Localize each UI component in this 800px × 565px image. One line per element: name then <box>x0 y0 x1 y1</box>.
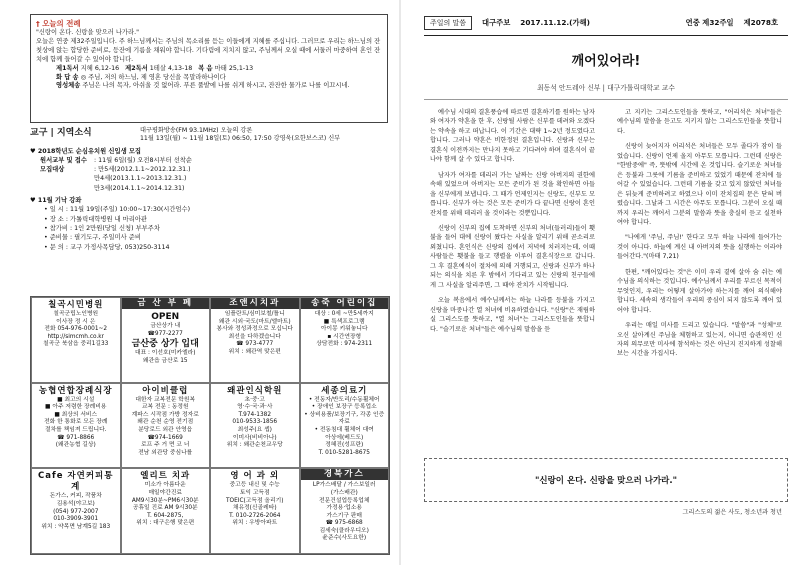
reading-ref: 지혜 6,12-16 <box>80 64 120 72</box>
ad-line: 아이몽 키워놓니다 <box>320 326 368 333</box>
ad-title: 경북가스 <box>301 469 389 480</box>
ad-cell <box>121 468 211 554</box>
issue-number: 제2078호 <box>743 18 778 27</box>
ad-line: 계파스 시작점 가방 정자로 <box>131 411 199 418</box>
paragraph: 오늘 복음에서 예수님께서는 하늘 나라를 등불을 가지고 신랑을 마중나간 열 처녀에 비유하였습니다. "신랑"은 재림하실 그리스도를 뜻하고, "열 처녀"는 그리스도인들을 뜻합니다. "슬기로운 처녀"들은 예수님의 말씀을 듣 <box>430 297 595 333</box>
ad-line: 토익 고득점 <box>239 489 270 496</box>
ad-line: 중고등 내신 및 수능 <box>229 482 280 489</box>
psalm-text: ◎ 주님, 저의 하느님, 제 영혼 당신을 목말라하나이다 <box>80 73 226 81</box>
paragraph: 한편, "깨어있다는 것"은 이미 우리 곁에 살아 숨 쉬는 예수님을 의식하는 것입니다. 예수님께서 우리를 부르신 목적이 무엇인지, 우리는 어떻게 살아가야 하는지를 깨어 의식해야 합니다. 세속의 생각들이 우리의 중심이 되지 않도록 깨어 있어야 합니다. <box>617 268 782 314</box>
sunday-name: 연중 제32주일 <box>685 18 734 27</box>
ad-line: OPEN <box>151 312 180 322</box>
lecture-notice <box>30 196 388 252</box>
ad-line: 절차를 책임져 드립니다. <box>44 427 107 434</box>
ad-line: 위치 : 왜관순천교우당 <box>226 442 283 449</box>
ad-line: 위치 : 약목면 남계5길 183 <box>41 523 111 530</box>
ad-line: LP가스배달 / 가스보일러 <box>312 482 376 489</box>
ad-line: 칠곡군 북삼읍 중리1길33 <box>43 341 109 348</box>
ad-title: Cafe 자연커피통계 <box>38 471 114 493</box>
ad-line: 최성주(요 셉) <box>237 427 272 434</box>
divider <box>424 99 788 100</box>
ad-line: • 장애인 보장구 등록업소 <box>311 404 377 411</box>
kindergarten-notice <box>30 147 388 193</box>
ad-line: 칠곡군립노인병원 <box>53 311 99 317</box>
ad-line: 영·수·국·과·사 <box>237 404 273 411</box>
homily-author: 최동석 안드레아 신부 | 대구가톨릭대학교 교수 <box>537 84 675 92</box>
ad-line: (가스배관) <box>330 489 358 496</box>
local-news-title: 교구 | 지역소식 <box>30 128 92 138</box>
ad-line: 위치 : 왜관역 맞은편 <box>228 348 281 355</box>
ad-line: 김용석(야고보) <box>56 500 95 507</box>
ad-line: ■ 최고의 시설 <box>57 396 95 403</box>
ad-cell <box>31 383 121 469</box>
ad-line: 이미사(비비아나) <box>232 434 277 441</box>
ad-line: 010-3909-3901 <box>53 516 99 523</box>
page-fold <box>399 0 401 565</box>
bulletin-date: 2017.11.12.(가해) <box>520 18 590 27</box>
ad-line: 채유정(신골레타) <box>232 505 277 512</box>
ad-cell <box>210 383 300 469</box>
ad-line: 금산상가 내 <box>150 323 181 329</box>
ad-title: 세종의료기 <box>321 385 368 396</box>
reading-label: 제1독서 <box>56 64 79 72</box>
ad-title: 금 산 부 페 <box>122 298 210 309</box>
ad-line: AM9시30분~PM6시30분 <box>131 497 199 504</box>
communion-text: 주님은 나의 목자, 아쉬울 것 없어라. 푸른 풀밭에 나를 쉬게 하시고, 잔잔한 물가로 나를 이끄시네. <box>82 82 350 90</box>
liturgy-box <box>30 14 388 123</box>
ad-line: 로프 주 거 면 코 너 <box>141 442 190 449</box>
notice-item: • 참가비 : 1인 2만원(당일 신청) 부부주차 <box>44 224 160 232</box>
entrance-antiphon: "신랑이 온다. 신랑을 맞으러 나가라." <box>36 29 139 36</box>
paragraph: 우리는 매일 미사를 드리고 있습니다. "말씀"과 "성체"로 오신 살아계신 주님을 체험하고 있는지, 어니면 습관적인 신자의 의무로만 미사에 참석하는 것은 아닌지 진지하게 성찰해보는 시간을 가집시다. <box>617 322 782 358</box>
ad-title: 아이비클럽 <box>142 385 189 396</box>
ad-line: 초·중·고 <box>244 396 265 403</box>
ad-line: 왜관 순천 순영 전기점 <box>137 419 194 426</box>
notice-key <box>30 184 94 193</box>
ad-title: 송죽 어린이집 <box>301 298 389 309</box>
notice-value: 만4세(2013.1.1~2013.12.31.) <box>94 175 187 183</box>
notice-item: • 문 의 : 교구 가정사목담당, 053)250-3114 <box>44 243 170 251</box>
notice-value: : 11월 6일(월) 오전8시부터 선착순 <box>94 156 192 164</box>
section-tag: 주일의 말씀 <box>424 16 472 30</box>
ad-line: 전문건설업등록업체 <box>319 497 370 504</box>
ad-cell <box>300 468 390 554</box>
ad-line: 왜관 시외·국도(마트/엘마트) <box>218 318 291 325</box>
footer-caption: 그리스도의 젊은 사도, 청소년과 청년 <box>682 509 782 516</box>
notice-key: 원서교부 및 접수 <box>40 156 87 164</box>
ad-line: 교복 전문 : 동정원 <box>141 404 189 411</box>
liturgy-intro: 오늘은 연중 제32주일입니다. 주 하느님께서는 주님의 목소리를 듣는 이들에게 지혜를 주십니다. 그러므로 우리는 하느님의 잔칫상에 앉는 합당한 준비로, 등잔에 기름을 채워야 합니다. 기다림에 지치지 않고, 주님께서 오실 때에 서둘러 마중하여 혼인 잔치에 함께 들어갈 수 있어야 합니다. <box>36 37 381 63</box>
ad-line: 대한자 교복전문 학원복 <box>135 396 196 403</box>
notice-heading: ♥ 11월 기낙 강좌 <box>30 197 82 205</box>
reading-label: 복 음 <box>198 64 213 72</box>
ad-title: 조앤시치과 <box>211 298 299 309</box>
ad-line: 아상에(베드도) <box>325 434 364 441</box>
ad-cell <box>300 383 390 469</box>
ad-line: 분당로드 외관 안영읍 <box>138 427 193 434</box>
ad-line: 전화 한 통화로 모든 장례 <box>44 419 108 426</box>
homily-column-left <box>424 106 601 450</box>
broadcast-line: 11월 13일(월) ~ 11월 18일(토) 06:50, 17:50 강영욱(요한보스코) 신부 <box>140 135 341 143</box>
ad-line: 이사장 정 시 은 <box>56 318 96 325</box>
ad-line: ☎ 975-6868 <box>325 520 363 527</box>
ad-line: 정혜진(성프란) <box>325 442 364 449</box>
ad-line: 미소가 아름다운 <box>144 482 186 489</box>
ad-cell <box>121 383 211 469</box>
ad-line: 전화 054-976-0001~2 <box>44 326 108 333</box>
ad-line: 가스기구 판매 <box>326 512 362 519</box>
ad-line: 최선을 다하겠습니다 <box>228 333 281 340</box>
ad-line: (054) 977-2007 <box>53 508 99 515</box>
ad-line: T. 010-2726-2064 <box>229 512 281 519</box>
ad-line: ☎977-2277 <box>147 330 183 337</box>
ad-line: 임플란트/심미보철/틀니 <box>224 311 285 317</box>
paragraph: 신랑이 늦어지자 어리석은 처녀들은 모두 졸다가 잠이 들었습니다. 신랑이 언제 올지 아무도 모릅니다. 그런데 신랑은 "한밤중에" 즉, 뜻밖에 시간에 온 것입니다. 슬기로운 처녀들은 등불과 그릇에 기름을 준비하고 있었기 때문에 잔치에 들어갈 수 있었습니다. 그런데 기름을 갖고 있지 않았던 처녀들은 뒤늦게 준비하려고 하였으나 이미 잔치집의 문은 닫혀 버렸습니다. 그날과 그 시간은 아무도 모릅니다. 그분이 오실 때까지 우리는 깨어서 그분의 말씀과 뜻을 충실히 듣고 실천하여야 합니다. <box>617 143 782 226</box>
ad-line: • 상비용품/보장기구, 각종 인증자료 <box>304 411 385 426</box>
ad-cell <box>210 468 300 554</box>
ad-title: 영 어 과 외 <box>230 471 280 482</box>
ad-line: 가정용·업소용 <box>326 505 362 512</box>
ad-cell <box>31 468 121 554</box>
ad-line: • 전동침대 휠체어 대여 <box>314 427 374 434</box>
broadcast-line: 대구평화방송(FM 93.1MHz) 오늘의 강론 <box>140 127 253 134</box>
notice-value: : 만5세(2012.1.1~2012.12.31.) <box>94 166 191 174</box>
ad-line: T. 604-2875, <box>147 512 184 519</box>
ad-line: (왜관농협 길상) <box>55 442 96 449</box>
ad-line: ☎974-1669 <box>147 434 183 441</box>
ad-line: 위치 : 대구은행 맞은편 <box>136 520 195 527</box>
homily-title: 깨어있어라! <box>571 54 641 69</box>
notice-value: 만3세(2014.1.1~2014.12.31) <box>94 184 185 192</box>
scripture-quote: "나에게 '주님, 주님!' 한다고 모두 하늘 나라에 들어가는 것이 아니다. 하늘에 계신 내 아버지의 뜻을 실행하는 이라야 들어간다."(마태 7,21) <box>617 234 782 261</box>
notice-item: • 장 소 : 가톨릭대학병원 내 마리아관 <box>44 215 148 223</box>
ad-title: 농협연합장례식장 <box>38 385 113 396</box>
ad-cell <box>31 297 121 383</box>
notice-key: 모집대상 <box>40 166 65 174</box>
ad-line: 윤준수(사도요한) <box>322 535 367 542</box>
ad-line: 전남 외관당 중심나를 <box>138 449 193 456</box>
reading-label: 제2독서 <box>125 64 148 72</box>
ad-line: 상담전화 : 974-2311 <box>316 341 373 348</box>
ad-line: 왜관읍 금산로 15 <box>142 357 188 364</box>
ad-line: 김세숙(클라우디오) <box>319 527 369 534</box>
ad-line: 010-9533-1856 <box>232 419 278 426</box>
ad-line: 매일야간진료 <box>148 489 183 496</box>
communion-line <box>36 82 382 91</box>
paragraph: 신랑이 신부의 집에 도착하면 신부의 처녀(들러리)들이 횃불을 들어 대에 신랑이 왔다는 사실을 알리기 위해 곧소리로 외쳤니다. 혼인식은 신랑의 집에서 저녁에 치러지는데, 이때 사람들은 횃불을 들고 행렬을 이루어 결혼식장으로 갑니다. 그 후 결혼예식이 절차에 의해 거행되고, 신랑과 신부가 하나 되는 의식을 치른 후 밤에서 기다리고 있는 신랑의 친구들에게 그 사실을 알리주면, 그 때야 잔치가 시작됩니다. <box>430 224 595 289</box>
ad-line: 위치 : 우방아파트 <box>232 520 278 527</box>
right-page <box>402 0 800 565</box>
ad-line: TOEIC(고득점 올리기) <box>226 497 284 504</box>
paragraph: 남자가 여자를 데리러 가는 날짜는 신랑 아버지의 권한에 속해 있었으며 아버지는 모든 준비가 된 것을 확인하면 아들을 신부에게 보냅니다. 그 때가 언제인지는 신랑도, 신부도 모릅니다. 신부가 아는 것은 모든 준비가 다 끝나면 신랑이 혼인 잔치를 위해 데리러 올 것이라는 것뿐입니다. <box>430 171 595 217</box>
ad-line: 대상 : 0세 ~만5세까지 <box>314 311 374 317</box>
notice-heading: ♥ 2018학년도 순심유치원 신입생 모집 <box>30 147 142 155</box>
ad-line: ▪ 시간연장형 <box>327 333 362 340</box>
psalm-label: 화 답 송 <box>56 73 79 81</box>
ad-line: ☎ 973-4777 <box>236 341 274 348</box>
ad-line: ■ 특색프로그램 <box>323 318 365 325</box>
ad-cell <box>210 297 300 383</box>
communion-label: 영성체송 <box>56 82 81 90</box>
ad-line: 봉사와 정성과정으로 모십니다 <box>216 326 293 333</box>
ad-line: 공휴일 진료 AM 9시30분 <box>132 505 198 512</box>
ad-line: T.974-1382 <box>238 411 272 418</box>
ad-title: 왜관인식학원 <box>227 385 283 396</box>
reading-ref: 1테살 4,13-18 <box>149 64 193 72</box>
notice-item: • 일 시 : 11월 19일(주일) 10:00~17:30(시간엄수) <box>44 206 191 214</box>
advertisement-grid <box>30 296 390 555</box>
ad-line: T. 010-5281-8675 <box>318 449 370 456</box>
ad-cell <box>300 297 390 383</box>
homily-body <box>424 106 788 450</box>
ad-line: http://simcmh.co.kr <box>47 333 105 340</box>
ad-line: ■ 최상의 서비스 <box>54 411 98 418</box>
ad-line: 돈가스, 커피, 작품차 <box>49 493 102 500</box>
bulletin-name: 대구주보 <box>482 18 511 27</box>
local-news-header <box>30 127 388 144</box>
quote-box: "신랑이 온다. 신랑을 맞으러 나가라." <box>424 458 788 502</box>
ad-title: 엘리트 치과 <box>140 471 191 482</box>
paragraph: 예수님 시대의 결혼풍습에 따르면 결혼하기를 원하는 남자와 여자가 약혼을 한 후, 신랑될 사람은 신부를 데려와 오겠다는 약속을 하고 떠납니다. 이 기간은 대략 1~2년 정도였다고 합니다. 그러나 약혼은 비한정된 결혼입니다. 신랑과 신부는 결혼식 이전까지는 만나지 못하고 기다려야 하며 결혼식이 끝나야 함께 살 수 있다고 합니다. <box>430 109 595 164</box>
ad-line: ☎ 971-8866 <box>57 434 95 441</box>
ad-title: 칠곡시민병원 <box>48 300 104 310</box>
ad-line: ■ 아주 저렴한 장례비용 <box>45 404 107 411</box>
liturgy-title: † 오늘의 전례 <box>36 19 81 28</box>
bulletin-header <box>424 14 788 36</box>
reading-ref: 마태 25,1-13 <box>214 64 254 72</box>
notice-item: • 준비물 : 필기도구, 주일미사 준비 <box>44 234 141 242</box>
readings-row <box>36 65 382 74</box>
homily-column-right <box>611 106 788 450</box>
ad-line: 대표 : 이선호(미카엘라) <box>134 350 196 357</box>
notice-key <box>30 174 94 183</box>
ad-line: 금산중 상가 입대 <box>131 339 199 350</box>
ad-cell <box>121 297 211 383</box>
ad-line: • 전동자/반도리/수동휠체어 <box>308 396 380 403</box>
paragraph: 고 지키는 그리스도인들을 뜻하고, "어리석은 처녀"들은 예수님의 말씀을 듣고도 지키지 않는 그리스도인들을 뜻합니다. <box>617 109 782 135</box>
